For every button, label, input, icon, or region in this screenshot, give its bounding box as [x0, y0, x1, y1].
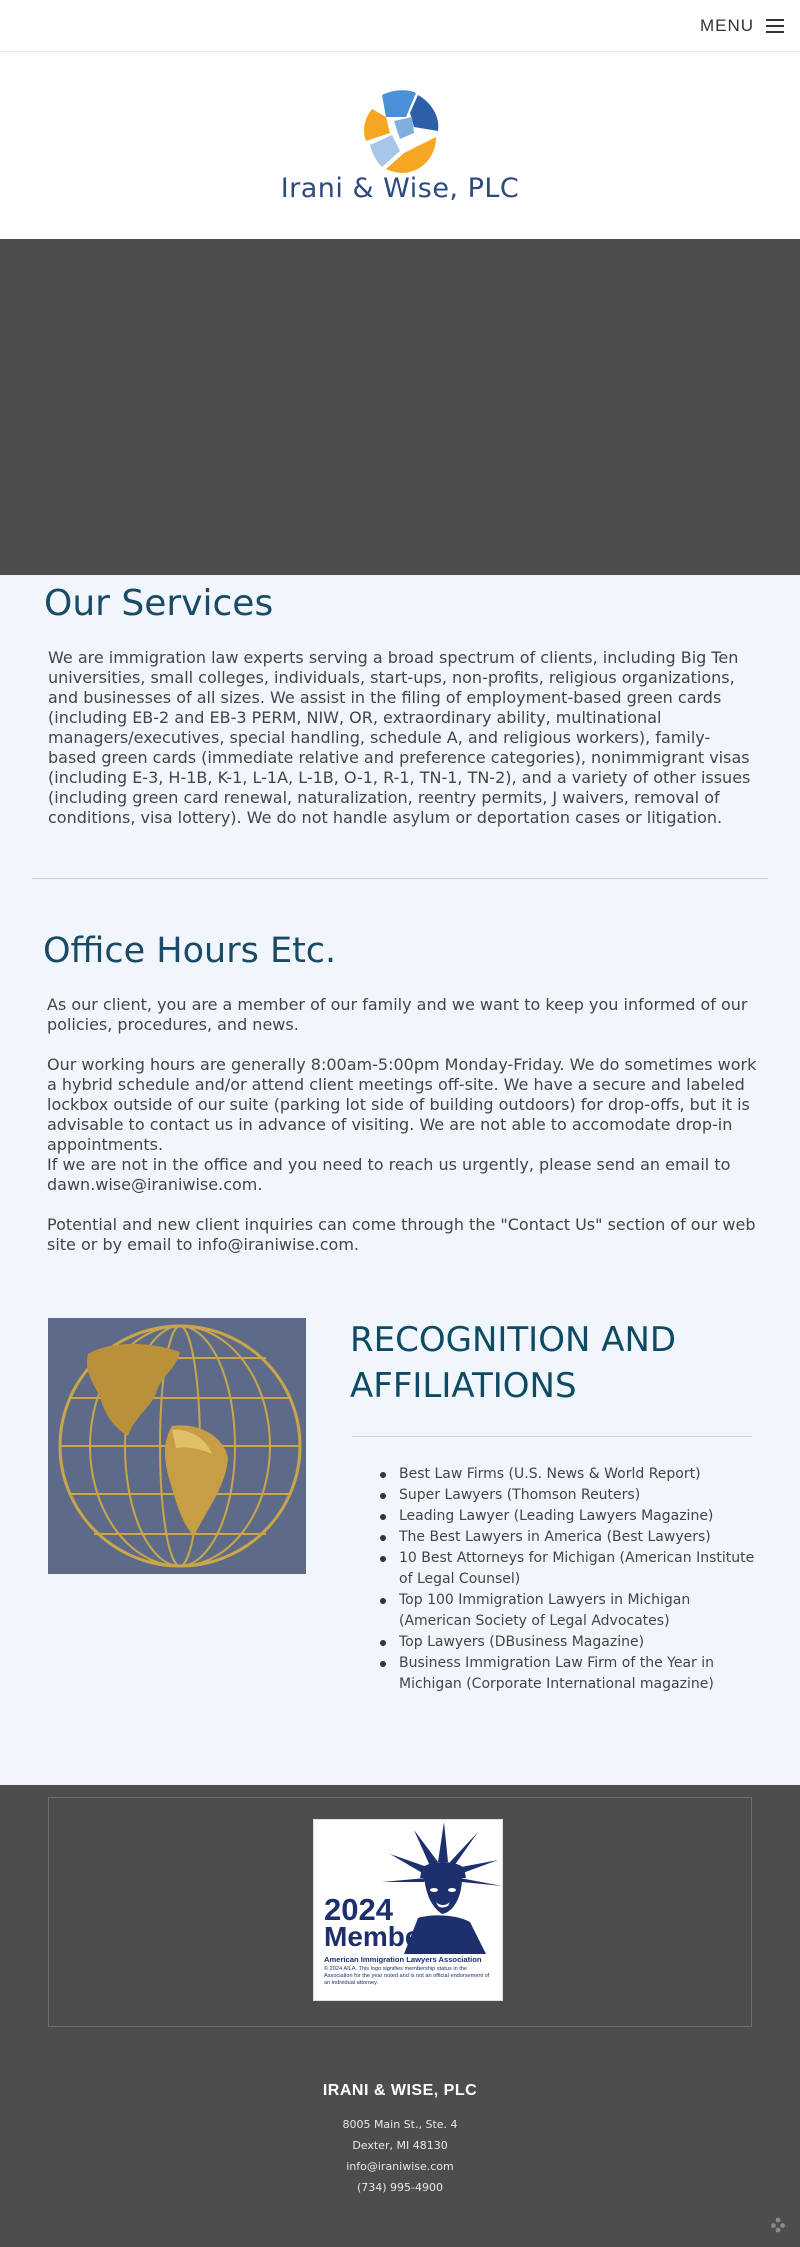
office-paragraph: As our client, you are a member of our family and we want to keep you informed of our policies, procedures, and news.: [47, 995, 748, 1034]
logo-text: Irani & Wise, PLC: [280, 173, 520, 204]
badge-year: 2024: [324, 1892, 393, 1927]
office-hours-heading: Office Hours Etc.: [43, 931, 337, 971]
list-item: Top Lawyers (DBusiness Magazine): [380, 1632, 760, 1653]
badge-frame: [48, 1797, 752, 2027]
office-paragraph: Potential and new client inquiries can come through the "Contact Us" section of our web site or by email to info@iraniwise.com.: [47, 1215, 756, 1254]
list-item: 10 Best Attorneys for Michigan (American Institute of Legal Counsel): [380, 1548, 760, 1590]
top-bar: [0, 0, 800, 52]
footer-address-line1: 8005 Main St., Ste. 4: [342, 2118, 458, 2131]
office-paragraph: If we are not in the office and you need to reach us urgently, please send an email to dawn.wise@iraniwise.com.: [47, 1155, 731, 1194]
footer-firm-name: IRANI & WISE, PLC: [322, 2082, 478, 2099]
recognition-list: [380, 1464, 760, 1695]
logo-icon[interactable]: [352, 87, 446, 179]
list-item: Super Lawyers (Thomson Reuters): [380, 1485, 760, 1506]
recognition-divider: [352, 1436, 752, 1437]
badge-association: American Immigration Lawyers Association: [324, 1955, 482, 1964]
section-divider: [32, 878, 768, 879]
badge-fine-print: © 2024 AILA. This logo signifies membership status in the Association for the year noted and is not an official endorsement of an individual attorney.: [324, 1966, 490, 1986]
list-item: Best Law Firms (U.S. News & World Report): [380, 1464, 760, 1485]
office-paragraph: Our working hours are generally 8:00am-5:00pm Monday-Friday. We do sometimes work a hybrid schedule and/or attend client meetings off-site. We have a secure and labeled lockbox outside of our suite (parking lot side of building outdoors) for drop-offs, but it is advisable to contact us in advance of visiting. We are not able to accomodate drop-in appointments.: [47, 1055, 757, 1154]
hero-banner: [0, 239, 800, 575]
services-paragraph: We are immigration law experts serving a broad spectrum of clients, including Big Ten universities, small colleges, individuals, start-ups, non-profits, religious organizations, and businesses of all sizes. We assist in the filing of employment-based green cards (including EB-2 and EB-3 PERM, NIW, OR, extraordinary ability, multinational managers/executives, special handling, schedule A, and religious workers), family-based green cards (immediate relative and preference categories), nonimmigrant visas (including E-3, H-1B, K-1, L-1A, L-1B, O-1, R-1, TN-1, TN-2), and a variety of other issues (including green card renewal, naturalization, reentry permits, J waivers, removal of conditions, visa lottery). We do not handle asylum or deportation cases or litigation.: [48, 648, 751, 827]
footer-phone-link[interactable]: (734) 995-4900: [356, 2181, 444, 2194]
list-item: Leading Lawyer (Leading Lawyers Magazine): [380, 1506, 760, 1527]
globe-image: [48, 1318, 306, 1574]
footer-address-line2: Dexter, MI 48130: [352, 2139, 448, 2152]
main-content: [0, 575, 800, 1785]
list-item: Business Immigration Law Firm of the Year in Michigan (Corporate International magazine): [380, 1653, 760, 1695]
hamburger-icon: [766, 19, 784, 33]
footer: [0, 1785, 800, 2247]
menu-label: MENU: [699, 16, 754, 35]
services-heading: Our Services: [44, 583, 274, 624]
recognition-heading: RECOGNITION AND AFFILIATIONS: [350, 1320, 677, 1406]
badge-member-text: Member: [324, 1921, 432, 1952]
footer-email-link[interactable]: info@iraniwise.com: [346, 2160, 454, 2173]
settings-cog-icon[interactable]: [770, 2217, 786, 2233]
logo-area: [0, 53, 800, 239]
aila-member-badge[interactable]: [313, 1819, 503, 2001]
list-item: The Best Lawyers in America (Best Lawyers): [380, 1527, 760, 1548]
list-item: Top 100 Immigration Lawyers in Michigan (American Society of Legal Advocates): [380, 1590, 760, 1632]
menu-button[interactable]: [700, 14, 784, 38]
